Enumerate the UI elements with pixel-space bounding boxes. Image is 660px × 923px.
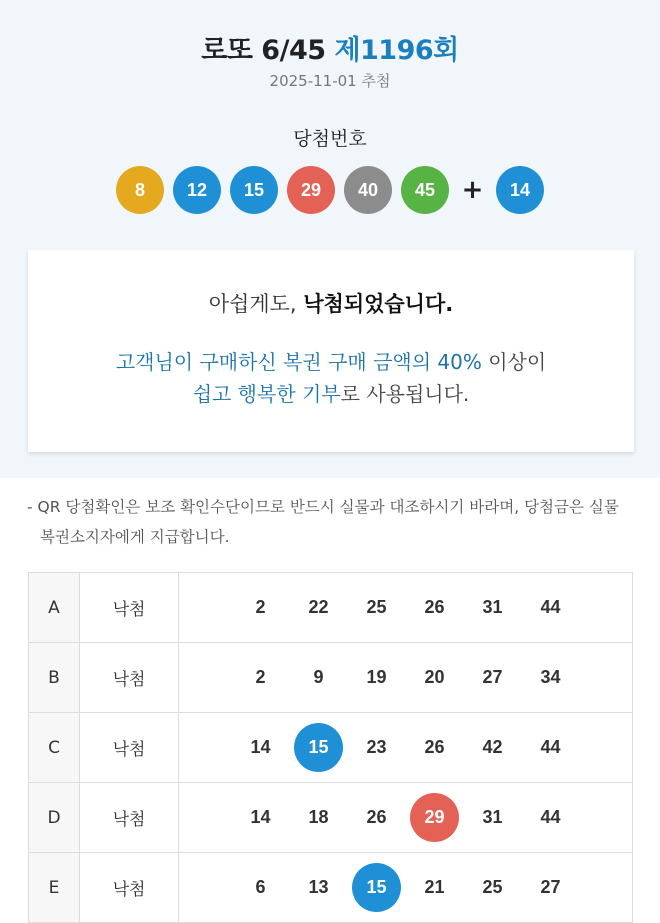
result-card bbox=[28, 250, 634, 452]
matched-number: 29 bbox=[410, 793, 459, 842]
game-number-list bbox=[179, 863, 632, 912]
ticket-games-table bbox=[28, 572, 633, 923]
game-numbers bbox=[179, 783, 633, 853]
game-number: 27 bbox=[482, 667, 503, 687]
game-numbers bbox=[179, 713, 633, 783]
donation-highlight-1: 고객님이 구매하신 복권 구매 금액의 40% bbox=[115, 350, 482, 374]
game-row-a bbox=[29, 573, 633, 643]
winning-ball-6: 45 bbox=[401, 166, 449, 214]
winning-ball-1: 8 bbox=[116, 166, 164, 214]
result-status: 낙첨되었습니다. bbox=[303, 292, 454, 316]
game-number: 31 bbox=[482, 597, 503, 617]
draw-round: 제1196회 bbox=[334, 35, 459, 66]
winning-ball-2: 12 bbox=[173, 166, 221, 214]
game-result: 낙첨 bbox=[80, 573, 179, 643]
game-result: 낙첨 bbox=[80, 783, 179, 853]
game-row-e bbox=[29, 853, 633, 923]
donation-message bbox=[28, 346, 634, 410]
donation-line-1 bbox=[28, 346, 634, 378]
game-number: 23 bbox=[366, 737, 387, 757]
draw-date: 2025-11-01 추첨 bbox=[269, 72, 391, 90]
game-number: 18 bbox=[308, 807, 329, 827]
game-number: 2 bbox=[255, 667, 266, 687]
game-number: 44 bbox=[540, 737, 561, 757]
game-number: 2 bbox=[255, 597, 266, 617]
game-number: 13 bbox=[308, 877, 329, 897]
game-id: A bbox=[29, 573, 80, 643]
game-number: 42 bbox=[482, 737, 503, 757]
game-result: 낙첨 bbox=[80, 713, 179, 783]
game-number: 19 bbox=[366, 667, 387, 687]
result-message bbox=[28, 288, 634, 318]
winning-numbers-label: 당첨번호 bbox=[293, 128, 367, 150]
game-numbers bbox=[179, 573, 633, 643]
game-number: 26 bbox=[424, 597, 445, 617]
game-numbers bbox=[179, 853, 633, 923]
game-id: C bbox=[29, 713, 80, 783]
plus-sign: + bbox=[461, 175, 484, 205]
game-number-list bbox=[179, 723, 632, 772]
donation-text-2: 로 사용됩니다. bbox=[340, 382, 470, 406]
game-number: 34 bbox=[540, 667, 561, 687]
notice-line-2: 복권소지자에게 지급합니다. bbox=[40, 528, 230, 546]
notice-line-1: - QR 당첨확인은 보조 확인수단이므로 반드시 실물과 대조하시기 바라며, 당첨금은 실물 bbox=[27, 498, 619, 516]
game-number: 26 bbox=[424, 737, 445, 757]
game-number: 21 bbox=[424, 877, 445, 897]
game-number-list bbox=[179, 793, 632, 842]
winning-numbers bbox=[0, 166, 660, 214]
donation-line-2 bbox=[28, 378, 634, 410]
game-row-d bbox=[29, 783, 633, 853]
game-number: 44 bbox=[540, 597, 561, 617]
game-number: 26 bbox=[366, 807, 387, 827]
game-number: 22 bbox=[308, 597, 329, 617]
game-number: 14 bbox=[250, 737, 271, 757]
game-row-b bbox=[29, 643, 633, 713]
game-number: 44 bbox=[540, 807, 561, 827]
game-id: D bbox=[29, 783, 80, 853]
matched-number: 15 bbox=[352, 863, 401, 912]
winning-ball-5: 40 bbox=[344, 166, 392, 214]
game-number: 9 bbox=[313, 667, 324, 687]
donation-highlight-2: 쉽고 행복한 기부 bbox=[192, 382, 341, 406]
qr-notice bbox=[27, 492, 633, 552]
game-numbers bbox=[179, 643, 633, 713]
game-number: 27 bbox=[540, 877, 561, 897]
game-number: 20 bbox=[424, 667, 445, 687]
game-result: 낙첨 bbox=[80, 853, 179, 923]
winning-ball-3: 15 bbox=[230, 166, 278, 214]
game-number-list bbox=[179, 583, 632, 632]
result-prefix: 아쉽게도, bbox=[208, 292, 304, 316]
game-number: 6 bbox=[255, 877, 266, 897]
game-result: 낙첨 bbox=[80, 643, 179, 713]
page-title bbox=[0, 28, 660, 67]
bonus-ball: 14 bbox=[496, 166, 544, 214]
donation-text-1: 이상이 bbox=[481, 350, 547, 374]
matched-number: 15 bbox=[294, 723, 343, 772]
game-number: 25 bbox=[366, 597, 387, 617]
game-id: E bbox=[29, 853, 80, 923]
game-row-c bbox=[29, 713, 633, 783]
game-id: B bbox=[29, 643, 80, 713]
game-number-list bbox=[179, 653, 632, 702]
winning-ball-4: 29 bbox=[287, 166, 335, 214]
lotto-name: 로또 6/45 bbox=[201, 35, 326, 66]
game-number: 31 bbox=[482, 807, 503, 827]
game-number: 14 bbox=[250, 807, 271, 827]
game-number: 25 bbox=[482, 877, 503, 897]
